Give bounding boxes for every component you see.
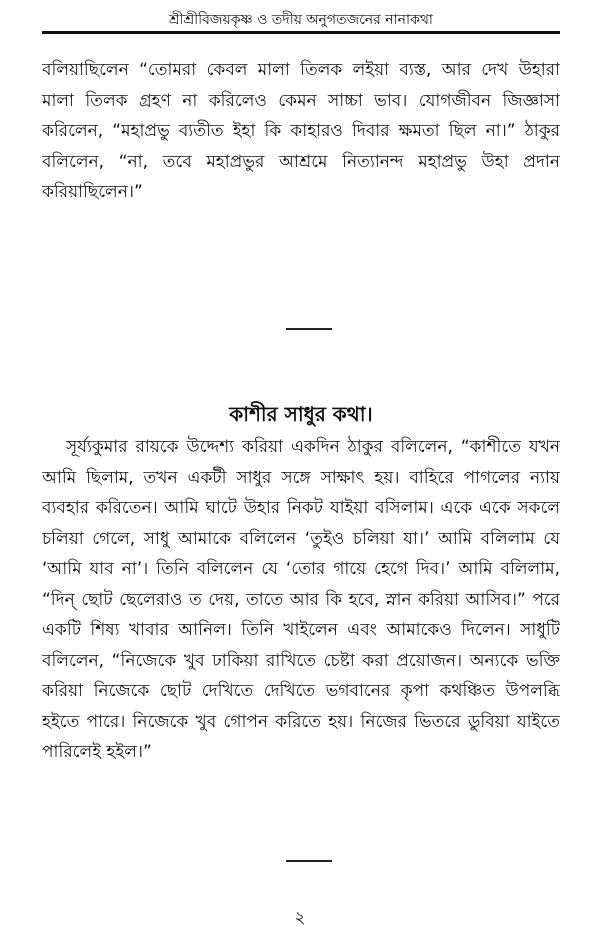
header-rule xyxy=(42,31,560,34)
text-line: পারিলেই হইল।” xyxy=(42,742,152,762)
text-line: ব্যবহার করিতেন। আমি ঘাটে উহার নিকট যাইয়া বসিলাম। একে একে সকলে xyxy=(42,498,560,518)
text-line: হইতে পারে। নিজেকে খুব গোপন করিতে হয়। নিজের ভিতরে ডুবিয়া যাইতে xyxy=(42,711,560,732)
text-line: ‘আমি যাব না’। তিনি বলিলেন যে ‘তোর গায়ে হেগে দিব।’ আমি বলিলাম, xyxy=(42,559,560,579)
paragraph-2 xyxy=(42,432,560,768)
text-line: বলিয়াছিলেন “তোমরা কেবল মালা তিলক লইয়া ব্যস্ত, আর দেখ উহারা xyxy=(42,60,560,80)
text-line: “দিন্ ছোট ছেলেরাও ত দেয়, তাতে আর কি হবে, স্নান করিয়া আসিব।” পরে xyxy=(42,589,560,610)
section-separator xyxy=(286,328,332,330)
text-line: করিয়াছিলেন।” xyxy=(42,182,143,202)
text-line: করিলেন, “মহাপ্রভু ব্যতীত ইহা কি কাহারও দিবার ক্ষমতা ছিল না।” ঠাকুর xyxy=(42,121,560,141)
section-heading: কাশীর সাধুর কথা। xyxy=(229,402,373,426)
text-line: মালা তিলক গ্রহণ না করিলেও কেমন সাচ্চা ভাব। যোগজীবন জিজ্ঞাসা xyxy=(42,90,560,111)
text-line: আমি ছিলাম, তখন একটী সাধুর সঙ্গে সাক্ষাৎ হয়। বাহিরে পাগলের ন্যায় xyxy=(42,467,560,488)
text-line: সূর্য্যকুমার রায়কে উদ্দেশ্য করিয়া একদিন ঠাকুর বলিলেন, “কাশীতে যখন xyxy=(66,437,560,457)
text-line: বলিলেন, “নিজেকে খুব ঢাকিয়া রাখিতে চেষ্টা করা প্রয়োজন। অন্যকে ভক্তি xyxy=(42,650,560,671)
text-line: একটি শিষ্য খাবার আনিল। তিনি খাইলেন এবং আমাকেও দিলেন। সাধুটি xyxy=(42,620,560,640)
page-number: ২ xyxy=(294,908,306,928)
text-line: বলিলেন, “না, তবে মহাপ্রভুর আশ্রমে নিত্যানন্দ মহাপ্রভু উহা প্রদান xyxy=(42,151,560,172)
running-head: শ্রীশ্রীবিজয়কৃষ্ণ ও তদীয় অনুগতজনের নানাকথা xyxy=(169,12,433,28)
text-line: করিয়া নিজেকে ছোট দেখিতে দেখিতে ভগবানের কৃপা কথঞ্চিত উপলব্ধি xyxy=(42,681,560,701)
paragraph-1 xyxy=(42,55,560,208)
section-separator xyxy=(286,860,332,862)
text-line: চলিয়া গেলে, সাধু আমাকে বলিলেন ‘তুইও চলিয়া যা।’ আমি বলিলাম যে xyxy=(42,528,560,549)
